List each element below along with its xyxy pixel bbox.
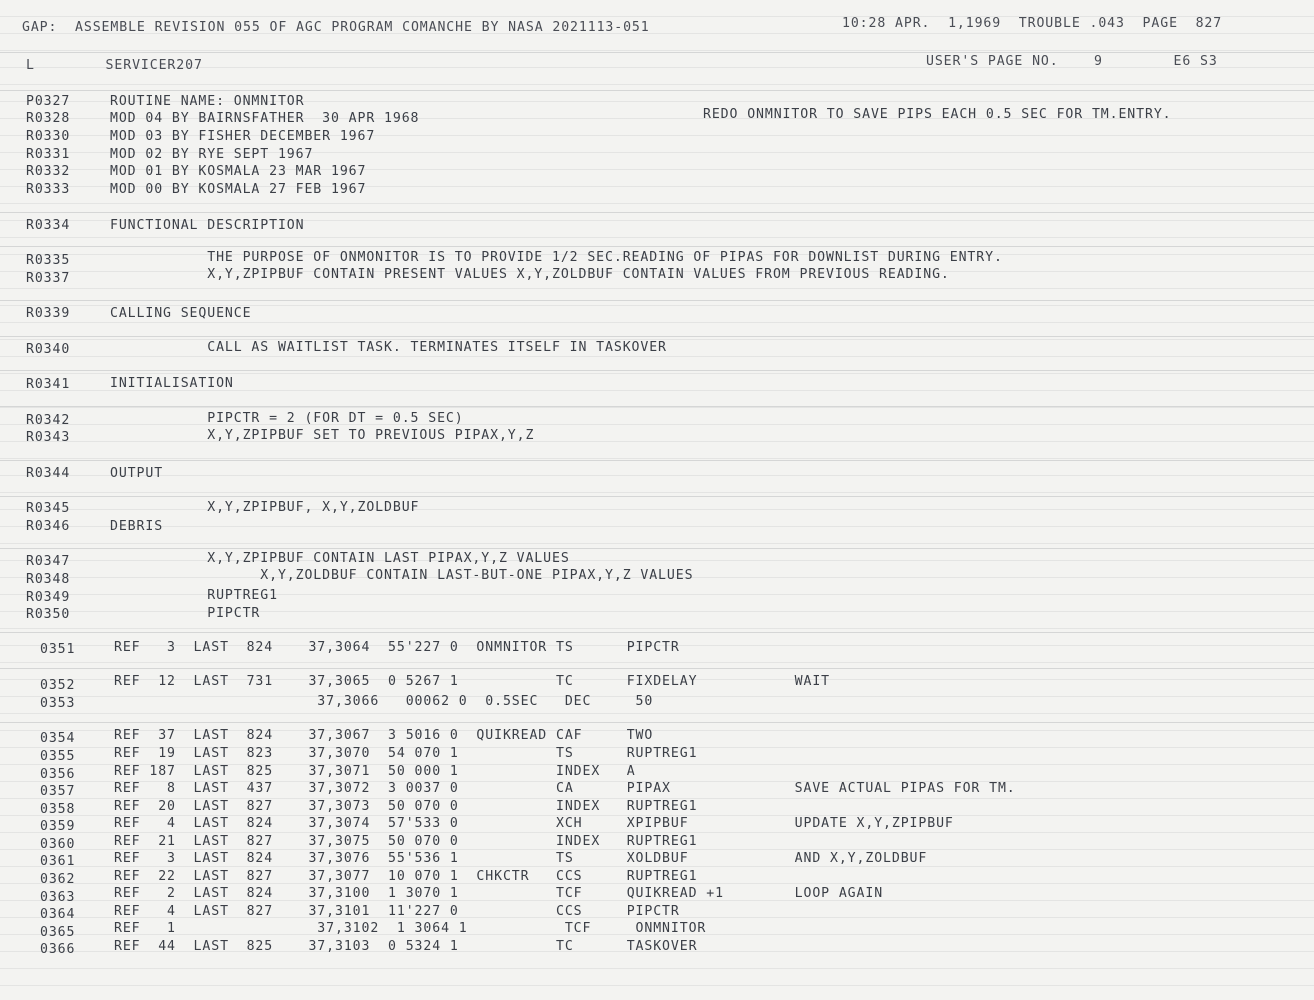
code-line-number: 0356: [40, 767, 76, 782]
remark-text: MOD 01 BY KOSMALA 23 MAR 1967: [110, 164, 367, 179]
remark-text: THE PURPOSE OF ONMONITOR IS TO PROVIDE 1/2 SEC.READING OF PIPAS FOR DOWNLIST DURING ENTRY.: [110, 250, 1003, 265]
remark-text: X,Y,ZOLDBUF CONTAIN LAST-BUT-ONE PIPAX,Y,Z VALUES: [110, 568, 694, 583]
code-line: REF 3 LAST 824 37,3076 55'536 1 TS XOLDBUF AND X,Y,ZOLDBUF: [114, 851, 928, 866]
remark-id: R0341: [26, 377, 71, 392]
remark-text: X,Y,ZPIPBUF CONTAIN LAST PIPAX,Y,Z VALUES: [110, 551, 570, 566]
remark-text: MOD 00 BY KOSMALA 27 FEB 1967: [110, 182, 367, 197]
remark-text: ROUTINE NAME: ONMNITOR: [110, 94, 305, 109]
code-line-number: 0354: [40, 731, 76, 746]
remark-id: R0348: [26, 572, 71, 587]
remark-text: RUPTREG1: [110, 588, 278, 603]
remark-id: R0345: [26, 501, 71, 516]
section-heading: OUTPUT: [110, 466, 164, 481]
rule: [0, 632, 1314, 633]
remark-id: R0344: [26, 466, 71, 481]
remark-text: PIPCTR = 2 (FOR DT = 0.5 SEC): [110, 411, 464, 426]
code-line: REF 21 LAST 827 37,3075 50 070 0 INDEX RUPTREG1: [114, 834, 698, 849]
remark-id: R0335: [26, 253, 71, 268]
remark-id: R0339: [26, 306, 71, 321]
code-line-number: 0359: [40, 819, 76, 834]
rule: [0, 90, 1314, 91]
rule: [0, 460, 1314, 461]
rule: [0, 548, 1314, 549]
listing-subheader-userpage: USER'S PAGE NO. 9 E6 S3: [926, 54, 1218, 69]
code-line-number: 0351: [40, 642, 76, 657]
code-line: REF 37 LAST 824 37,3067 3 5016 0 QUIKREAD CAF TWO: [114, 728, 654, 743]
code-line-number: 0363: [40, 890, 76, 905]
section-heading: FUNCTIONAL DESCRIPTION: [110, 218, 305, 233]
listing-header-title: GAP: ASSEMBLE REVISION 055 OF AGC PROGRAM COMANCHE BY NASA 2021113-051: [22, 20, 650, 35]
remark-id: P0327: [26, 94, 71, 109]
remark-id: R0347: [26, 554, 71, 569]
section-heading: DEBRIS: [110, 519, 164, 534]
code-line: REF 1 37,3102 1 3064 1 TCF ONMNITOR: [114, 921, 707, 936]
rule: [0, 722, 1314, 723]
code-line: REF 12 LAST 731 37,3065 0 5267 1 TC FIXDELAY WAIT: [114, 674, 831, 689]
code-line-number: 0355: [40, 749, 76, 764]
remark-id: R0349: [26, 590, 71, 605]
rule: [0, 212, 1314, 213]
remark-id: R0332: [26, 164, 71, 179]
rule: [0, 668, 1314, 669]
remark-text: MOD 04 BY BAIRNSFATHER 30 APR 1968: [110, 111, 420, 126]
remark-id: R0343: [26, 430, 71, 445]
code-line: REF 4 LAST 824 37,3074 57'533 0 XCH XPIPBUF UPDATE X,Y,ZPIPBUF: [114, 816, 954, 831]
remark-id: R0350: [26, 607, 71, 622]
code-line: REF 2 LAST 824 37,3100 1 3070 1 TCF QUIKREAD +1 LOOP AGAIN: [114, 886, 884, 901]
remark-note: REDO ONMNITOR TO SAVE PIPS EACH 0.5 SEC FOR TM.ENTRY.: [703, 107, 1172, 122]
section-heading: CALLING SEQUENCE: [110, 306, 252, 321]
code-line: REF 4 LAST 827 37,3101 11'227 0 CCS PIPCTR: [114, 904, 680, 919]
code-line: REF 8 LAST 437 37,3072 3 0037 0 CA PIPAX SAVE ACTUAL PIPAS FOR TM.: [114, 781, 1016, 796]
rule: [0, 246, 1314, 247]
code-line-number: 0362: [40, 872, 76, 887]
code-line-number: 0353: [40, 696, 76, 711]
remark-text: PIPCTR: [110, 606, 261, 621]
remark-text: X,Y,ZPIPBUF SET TO PREVIOUS PIPAX,Y,Z: [110, 428, 535, 443]
code-line: 37,3066 00062 0 0.5SEC DEC 50: [114, 694, 654, 709]
remark-id: R0342: [26, 413, 71, 428]
code-line-number: 0360: [40, 837, 76, 852]
section-heading: INITIALISATION: [110, 376, 234, 391]
rule: [0, 300, 1314, 301]
remark-id: R0330: [26, 129, 71, 144]
remark-id: R0337: [26, 271, 71, 286]
remark-id: R0334: [26, 218, 71, 233]
code-line: REF 187 LAST 825 37,3071 50 000 1 INDEX A: [114, 764, 636, 779]
code-line-number: 0358: [40, 802, 76, 817]
listing-header-date-page: 10:28 APR. 1,1969 TROUBLE .043 PAGE 827: [842, 16, 1223, 31]
code-line: REF 22 LAST 827 37,3077 10 070 1 CHKCTR CCS RUPTREG1: [114, 869, 698, 884]
code-line-number: 0364: [40, 907, 76, 922]
remark-text: MOD 03 BY FISHER DECEMBER 1967: [110, 129, 376, 144]
code-line: REF 19 LAST 823 37,3070 54 070 1 TS RUPTREG1: [114, 746, 698, 761]
code-line-number: 0361: [40, 854, 76, 869]
code-line: REF 3 LAST 824 37,3064 55'227 0 ONMNITOR TS PIPCTR: [114, 640, 680, 655]
code-line-number: 0365: [40, 925, 76, 940]
remark-text: X,Y,ZPIPBUF, X,Y,ZOLDBUF: [110, 500, 420, 515]
code-line: REF 44 LAST 825 37,3103 0 5324 1 TC TASKOVER: [114, 939, 698, 954]
remark-id: R0340: [26, 342, 71, 357]
rule: [0, 406, 1314, 407]
code-line-number: 0366: [40, 942, 76, 957]
remark-id: R0331: [26, 147, 71, 162]
remark-id: R0346: [26, 519, 71, 534]
remark-text: CALL AS WAITLIST TASK. TERMINATES ITSELF IN TASKOVER: [110, 340, 667, 355]
rule: [0, 52, 1314, 53]
remark-id: R0333: [26, 182, 71, 197]
code-line-number: 0357: [40, 784, 76, 799]
rule: [0, 370, 1314, 371]
rule: [0, 496, 1314, 497]
listing-subheader-module: L SERVICER207: [26, 58, 203, 73]
remark-id: R0328: [26, 111, 71, 126]
code-line-number: 0352: [40, 678, 76, 693]
remark-text: X,Y,ZPIPBUF CONTAIN PRESENT VALUES X,Y,ZOLDBUF CONTAIN VALUES FROM PREVIOUS READING.: [110, 267, 950, 282]
remark-text: MOD 02 BY RYE SEPT 1967: [110, 147, 314, 162]
rule: [0, 336, 1314, 337]
code-line: REF 20 LAST 827 37,3073 50 070 0 INDEX RUPTREG1: [114, 799, 698, 814]
